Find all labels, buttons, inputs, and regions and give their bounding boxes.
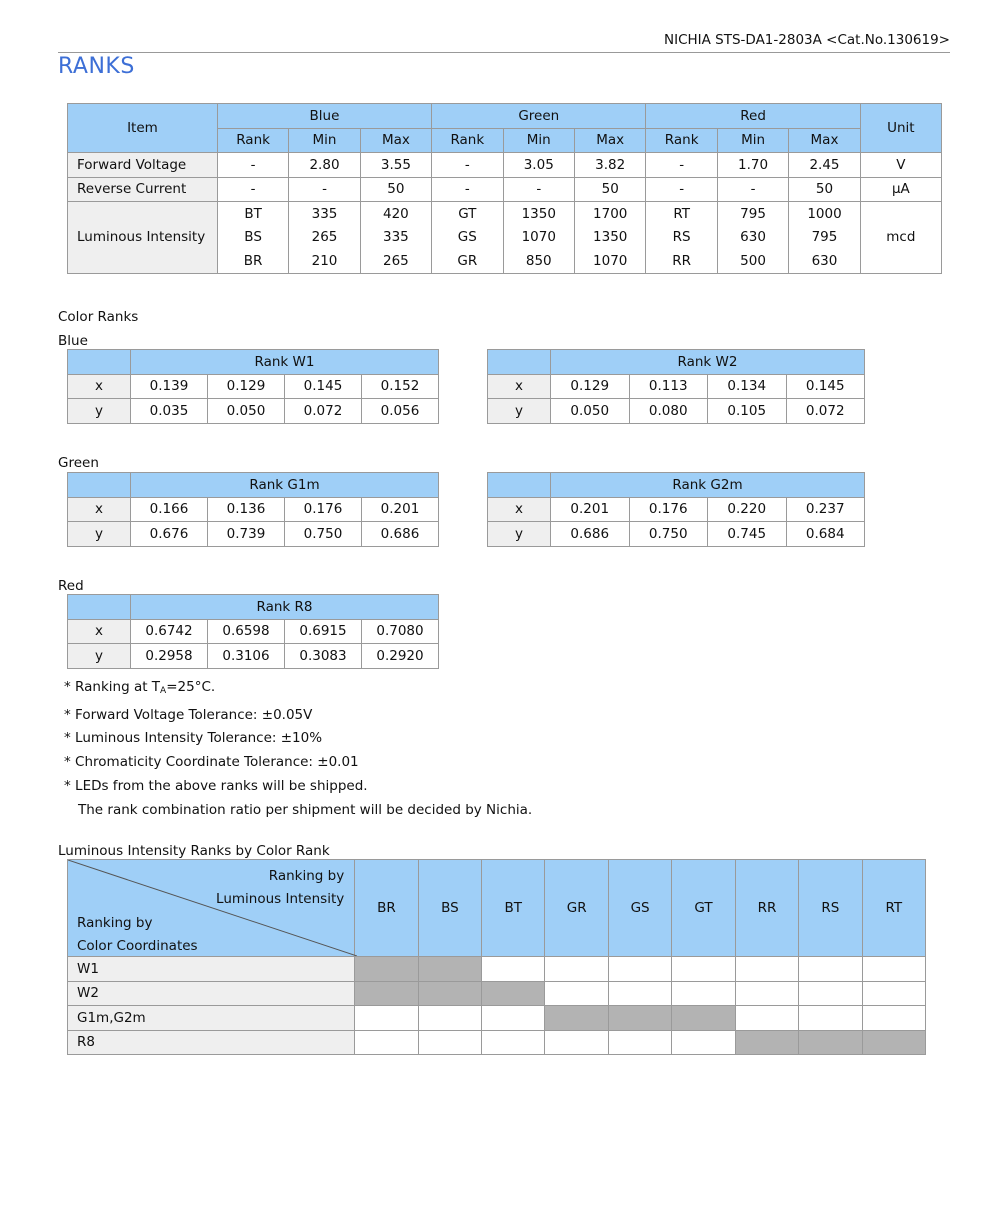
coordinate-value: 0.139	[131, 374, 208, 399]
empty-cell	[355, 1006, 418, 1031]
coordinate-value: 0.134	[708, 374, 787, 399]
red-group-header: Red	[646, 104, 860, 129]
column-header: RS	[799, 860, 862, 957]
empty-cell	[862, 1006, 925, 1031]
coordinate-value: 0.113	[629, 374, 708, 399]
combo-header-row	[68, 860, 926, 957]
sub-header-min: Min	[717, 128, 788, 153]
coordinate-value: 0.684	[786, 522, 865, 547]
green-group-header: Green	[432, 104, 646, 129]
row-label: Luminous Intensity	[68, 202, 218, 274]
empty-cell	[482, 957, 545, 982]
item-header: Item	[68, 104, 218, 153]
rank-w1-table	[67, 349, 439, 424]
unit-header: Unit	[860, 104, 941, 153]
coordinate-value: 0.220	[708, 497, 787, 522]
row-label: Reverse Current	[68, 177, 218, 202]
empty-cell	[735, 1006, 798, 1031]
coordinate-value: 0.050	[208, 399, 285, 424]
corner-bottom-label: Ranking by	[77, 915, 153, 931]
sub-header-rank: Rank	[432, 128, 503, 153]
value-cell: 500	[717, 249, 788, 273]
value-cell: 420	[360, 202, 431, 226]
shipped-cell	[418, 957, 481, 982]
value-cell: -	[217, 177, 288, 202]
shipped-cell	[482, 981, 545, 1006]
value-cell: 630	[789, 249, 860, 273]
coordinate-label: y	[68, 399, 131, 424]
coordinate-row	[68, 399, 439, 424]
note-ranking-temperature: * Ranking at $T_A=25^\circ C$.	[64, 679, 216, 696]
empty-cell	[355, 1030, 418, 1055]
value-cell: -	[646, 177, 717, 202]
shipped-cell	[545, 1006, 608, 1031]
value-cell: -	[217, 153, 288, 178]
empty-cell	[735, 957, 798, 982]
coordinate-label: x	[68, 619, 131, 644]
value-cell: BR	[217, 249, 288, 273]
row-label: R8	[68, 1030, 355, 1055]
empty-cell	[482, 1030, 545, 1055]
coordinate-row	[68, 522, 439, 547]
value-cell: 265	[360, 249, 431, 273]
coordinate-value: 0.201	[551, 497, 630, 522]
empty-cell	[799, 1006, 862, 1031]
coordinate-label: x	[488, 374, 551, 399]
combo-title: Luminous Intensity Ranks by Color Rank	[58, 843, 330, 859]
value-cell: BS	[217, 226, 288, 250]
coordinate-label: y	[68, 522, 131, 547]
value-cell: 265	[289, 226, 360, 250]
note-shipping: * LEDs from the above ranks will be shipped.	[64, 777, 368, 794]
empty-cell	[418, 1006, 481, 1031]
empty-cell	[799, 957, 862, 982]
coordinate-value: 0.750	[629, 522, 708, 547]
empty-cell	[545, 981, 608, 1006]
coordinate-value: 0.6915	[285, 619, 362, 644]
value-cell: 1070	[503, 226, 574, 250]
rank-g1m-table	[67, 472, 439, 547]
coordinate-label: x	[68, 374, 131, 399]
coordinate-row	[68, 619, 439, 644]
coordinate-value: 0.129	[208, 374, 285, 399]
corner-top-label: Luminous Intensity	[216, 891, 345, 907]
coordinate-value: 0.145	[786, 374, 865, 399]
luminous-intensity-row	[68, 202, 942, 226]
empty-cell	[799, 981, 862, 1006]
empty-cell	[672, 981, 735, 1006]
shipped-cell	[355, 981, 418, 1006]
coordinate-value: 0.152	[362, 374, 439, 399]
value-cell: GS	[432, 226, 503, 250]
unit-cell: V	[860, 153, 941, 178]
value-cell: 1.70	[717, 153, 788, 178]
rank-title: Rank G1m	[131, 473, 439, 498]
unit-cell: mcd	[860, 202, 941, 274]
value-cell: 2.80	[289, 153, 360, 178]
value-cell: RT	[646, 202, 717, 226]
document-id: NICHIA STS-DA1-2803A <Cat.No.130619>	[663, 32, 950, 48]
note-forward-voltage: * Forward Voltage Tolerance: ±0.05V	[64, 706, 313, 723]
coordinate-value: 0.745	[708, 522, 787, 547]
row-label: Forward Voltage	[68, 153, 218, 178]
value-cell: 335	[360, 226, 431, 250]
page-title: RANKS	[58, 54, 135, 79]
row-label: W1	[68, 957, 355, 982]
empty-cell	[545, 957, 608, 982]
coordinate-label: x	[68, 497, 131, 522]
coordinate-label: y	[488, 522, 551, 547]
header-rule	[58, 30, 950, 53]
color-rank-header-row	[488, 473, 865, 498]
value-cell: 1000	[789, 202, 860, 226]
value-cell: 850	[503, 249, 574, 273]
value-cell: GR	[432, 249, 503, 273]
corner-cell	[68, 350, 131, 375]
coordinate-value: 0.686	[551, 522, 630, 547]
rank-title: Rank W1	[131, 350, 439, 375]
coordinate-value: 0.176	[629, 497, 708, 522]
value-cell: 795	[717, 202, 788, 226]
combo-corner-cell	[68, 860, 355, 957]
value-cell: -	[717, 177, 788, 202]
color-rank-header-row	[68, 595, 439, 620]
coordinate-value: 0.6742	[131, 619, 208, 644]
coordinate-value: 0.080	[629, 399, 708, 424]
empty-cell	[418, 1030, 481, 1055]
coordinate-label: y	[488, 399, 551, 424]
coordinate-value: 0.237	[786, 497, 865, 522]
empty-cell	[482, 1006, 545, 1031]
unit-cell: μA	[860, 177, 941, 202]
color-rank-header-row	[68, 473, 439, 498]
value-cell: 1700	[574, 202, 645, 226]
reverse-current-row	[68, 177, 942, 202]
coordinate-value: 0.686	[362, 522, 439, 547]
value-cell: -	[289, 177, 360, 202]
green-label: Green	[58, 455, 99, 471]
rank-title: Rank G2m	[551, 473, 865, 498]
blue-group-header: Blue	[217, 104, 431, 129]
coordinate-value: 0.105	[708, 399, 787, 424]
coordinate-value: 0.072	[786, 399, 865, 424]
empty-cell	[862, 981, 925, 1006]
empty-cell	[862, 957, 925, 982]
combo-row	[68, 957, 926, 982]
empty-cell	[672, 957, 735, 982]
coordinate-value: 0.201	[362, 497, 439, 522]
coordinate-value: 0.166	[131, 497, 208, 522]
column-header: BR	[355, 860, 418, 957]
sub-header-rank: Rank	[217, 128, 288, 153]
value-cell: GT	[432, 202, 503, 226]
rank-w2-table	[487, 349, 865, 424]
coordinate-label: x	[488, 497, 551, 522]
coordinate-row	[68, 644, 439, 669]
column-header: RR	[735, 860, 798, 957]
row-label: W2	[68, 981, 355, 1006]
column-header: GT	[672, 860, 735, 957]
rank-title: Rank R8	[131, 595, 439, 620]
shipped-cell	[608, 1006, 671, 1031]
value-cell: 1070	[574, 249, 645, 273]
coordinate-value: 0.145	[285, 374, 362, 399]
coordinate-value: 0.7080	[362, 619, 439, 644]
shipped-cell	[672, 1006, 735, 1031]
combo-row	[68, 981, 926, 1006]
column-header: GS	[608, 860, 671, 957]
shipped-cell	[418, 981, 481, 1006]
coordinate-row	[488, 497, 865, 522]
empty-cell	[545, 1030, 608, 1055]
value-cell: -	[432, 153, 503, 178]
corner-cell	[488, 350, 551, 375]
value-cell: BT	[217, 202, 288, 226]
value-cell: 50	[574, 177, 645, 202]
sub-header-max: Max	[360, 128, 431, 153]
color-ranks-title: Color Ranks	[58, 309, 139, 325]
sub-header-max: Max	[789, 128, 860, 153]
corner-cell	[68, 595, 131, 620]
empty-cell	[672, 1030, 735, 1055]
shipped-cell	[735, 1030, 798, 1055]
value-cell: 630	[717, 226, 788, 250]
value-cell: 1350	[503, 202, 574, 226]
coordinate-value: 0.056	[362, 399, 439, 424]
coordinate-value: 0.129	[551, 374, 630, 399]
value-cell: -	[503, 177, 574, 202]
ranks-table	[67, 103, 942, 274]
combo-table	[67, 859, 926, 1055]
coordinate-row	[488, 522, 865, 547]
coordinate-row	[68, 374, 439, 399]
empty-cell	[608, 1030, 671, 1055]
value-cell: 3.55	[360, 153, 431, 178]
shipped-cell	[862, 1030, 925, 1055]
coordinate-value: 0.2920	[362, 644, 439, 669]
note-combination-ratio: The rank combination ratio per shipment will be decided by Nichia.	[78, 801, 533, 818]
note-chromaticity: * Chromaticity Coordinate Tolerance: ±0.01	[64, 754, 359, 771]
corner-top-label: Ranking by	[268, 868, 345, 884]
blue-label: Blue	[58, 333, 88, 349]
shipped-cell	[799, 1030, 862, 1055]
coordinate-value: 0.035	[131, 399, 208, 424]
column-header: GR	[545, 860, 608, 957]
value-cell: 335	[289, 202, 360, 226]
value-cell: 50	[360, 177, 431, 202]
column-header: BS	[418, 860, 481, 957]
column-header: BT	[482, 860, 545, 957]
color-rank-header-row	[488, 350, 865, 375]
value-cell: 2.45	[789, 153, 860, 178]
note-luminous-intensity: * Luminous Intensity Tolerance: ±10%	[64, 730, 323, 747]
value-cell: 210	[289, 249, 360, 273]
forward-voltage-row	[68, 153, 942, 178]
red-label: Red	[58, 578, 84, 594]
sub-header-rank: Rank	[646, 128, 717, 153]
combo-row	[68, 1006, 926, 1031]
sub-header-min: Min	[289, 128, 360, 153]
coordinate-value: 0.050	[551, 399, 630, 424]
value-cell: RS	[646, 226, 717, 250]
value-cell: 3.05	[503, 153, 574, 178]
coordinate-value: 0.3106	[208, 644, 285, 669]
corner-bottom-label: Color Coordinates	[77, 938, 198, 954]
empty-cell	[608, 981, 671, 1006]
coordinate-value: 0.176	[285, 497, 362, 522]
corner-cell	[68, 473, 131, 498]
coordinate-value: 0.739	[208, 522, 285, 547]
coordinate-row	[488, 374, 865, 399]
notes	[64, 676, 532, 822]
shipped-cell	[355, 957, 418, 982]
combo-row	[68, 1030, 926, 1055]
value-cell: -	[646, 153, 717, 178]
coordinate-value: 0.2958	[131, 644, 208, 669]
coordinate-value: 0.3083	[285, 644, 362, 669]
rank-r8-table	[67, 594, 439, 669]
coordinate-value: 0.676	[131, 522, 208, 547]
value-cell: RR	[646, 249, 717, 273]
value-cell: 3.82	[574, 153, 645, 178]
empty-cell	[608, 957, 671, 982]
corner-cell	[488, 473, 551, 498]
coordinate-label: y	[68, 644, 131, 669]
value-cell: 50	[789, 177, 860, 202]
rank-g2m-table	[487, 472, 865, 547]
empty-cell	[735, 981, 798, 1006]
coordinate-value: 0.072	[285, 399, 362, 424]
sub-header-max: Max	[574, 128, 645, 153]
color-rank-header-row	[68, 350, 439, 375]
row-label: G1m,G2m	[68, 1006, 355, 1031]
value-cell: 795	[789, 226, 860, 250]
sub-header-min: Min	[503, 128, 574, 153]
coordinate-row	[68, 497, 439, 522]
coordinate-value: 0.136	[208, 497, 285, 522]
coordinate-value: 0.6598	[208, 619, 285, 644]
value-cell: 1350	[574, 226, 645, 250]
column-header: RT	[862, 860, 925, 957]
value-cell: -	[432, 177, 503, 202]
rank-title: Rank W2	[551, 350, 865, 375]
coordinate-row	[488, 399, 865, 424]
coordinate-value: 0.750	[285, 522, 362, 547]
